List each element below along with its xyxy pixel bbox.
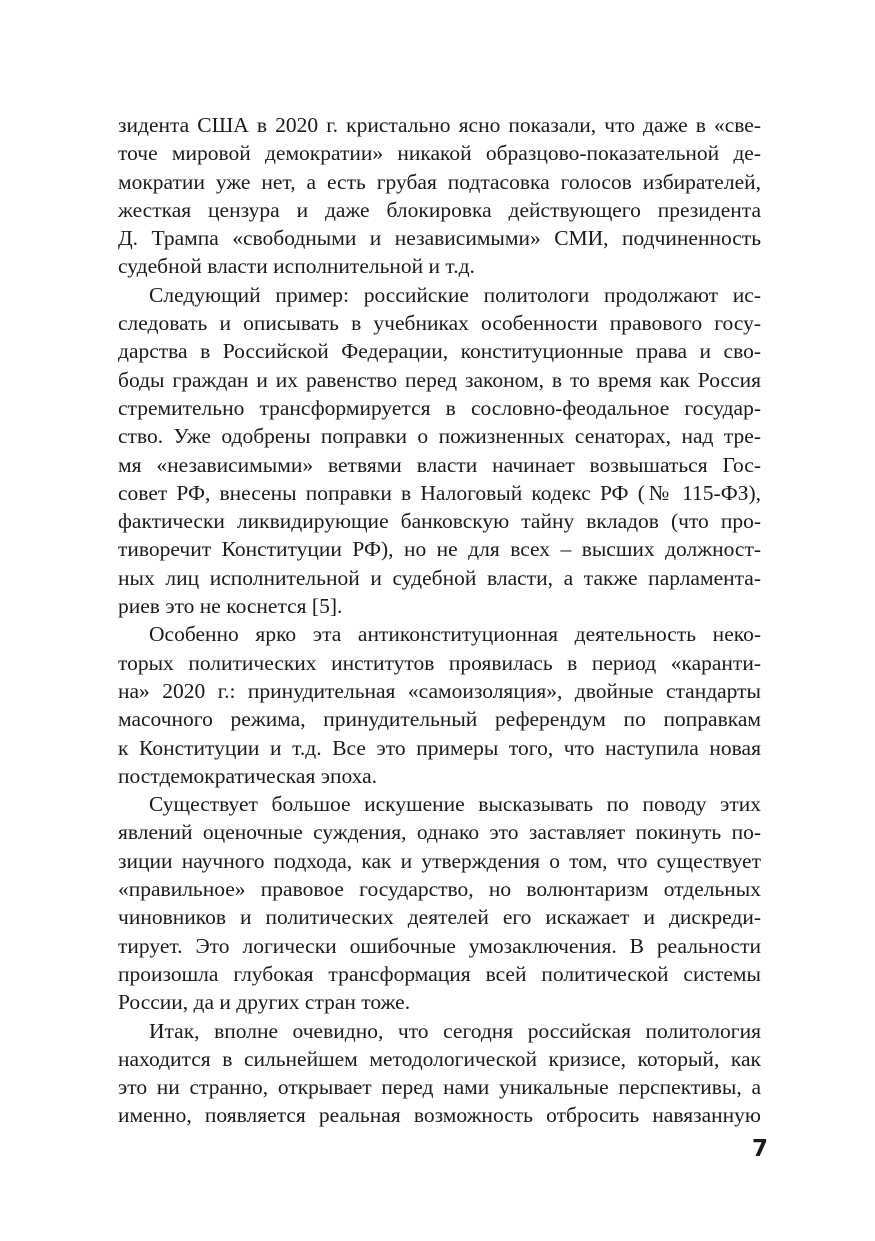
text-line: это ни странно, открывает перед нами уникальные перспективы, а xyxy=(118,1075,761,1100)
page-body xyxy=(118,111,761,1130)
text-line: Д. Трампа «свободными и независимыми» СМИ, подчиненность xyxy=(118,226,761,251)
text-line: торых политических институтов проявилась в период «каранти- xyxy=(118,650,761,675)
text-line: Существует большое искушение высказывать по поводу этих xyxy=(149,792,761,817)
text-line: дарства в Российской Федерации, конституционные права и сво- xyxy=(118,339,761,364)
text-line: Следующий пример: российские политологи продолжают ис- xyxy=(149,282,761,307)
text-line: ство. Уже одобрены поправки о пожизненных сенаторах, над тре- xyxy=(118,424,761,449)
text-line: риев это не коснется [5]. xyxy=(118,594,343,619)
page-number: 7 xyxy=(751,1136,768,1162)
text-line: чиновников и политических деятелей его искажает и дискреди- xyxy=(118,905,761,930)
text-line: зиции научного подхода, как и утверждения о том, что существует xyxy=(118,848,761,873)
text-line: мя «независимыми» ветвями власти начинает возвышаться Гос- xyxy=(118,452,761,477)
text-line: постдемократическая эпоха. xyxy=(118,763,378,788)
text-line: фактически ликвидирующие банковскую тайну вкладов (что про- xyxy=(118,509,761,534)
paragraph-1 xyxy=(118,111,761,281)
text-line: произошла глубокая трансформация всей политической системы xyxy=(118,961,761,986)
text-line: совет РФ, внесены поправки в Налоговый кодекс РФ (№ 115-ФЗ), xyxy=(118,480,761,505)
text-line: судебной власти исполнительной и т.д. xyxy=(118,254,475,279)
paragraph-4 xyxy=(118,790,761,1016)
text-line: России, да и других стран тоже. xyxy=(118,990,411,1015)
text-line: тиворечит Конституции РФ), но не для всех – высших должност- xyxy=(118,537,761,562)
text-line: следовать и описывать в учебниках особенности правового госу- xyxy=(118,311,761,336)
paragraph-5 xyxy=(118,1017,761,1130)
text-line: находится в сильнейшем методологической кризисе, который, как xyxy=(118,1046,761,1071)
text-line: «правильное» правовое государство, но волюнтаризм отдельных xyxy=(118,877,761,902)
text-line: жесткая цензура и даже блокировка действующего президента xyxy=(118,197,761,222)
text-line: масочного режима, принудительный референдум по поправкам xyxy=(118,707,761,732)
text-line: стремительно трансформируется в сословно-феодальное государ- xyxy=(118,395,761,420)
text-line: точе мировой демократии» никакой образцово-показательной де- xyxy=(118,141,761,166)
text-line: на» 2020 г.: принудительная «самоизоляция», двойные стандарты xyxy=(118,678,761,703)
text-line: явлений оценочные суждения, однако это заставляет покинуть по- xyxy=(118,820,761,845)
text-line: Итак, вполне очевидно, что сегодня российская политология xyxy=(149,1018,761,1043)
text-line: боды граждан и их равенство перед законом, в то время как Россия xyxy=(118,367,761,392)
text-line: тирует. Это логически ошибочные умозаключения. В реальности xyxy=(118,933,761,958)
paragraph-3 xyxy=(118,620,761,790)
text-line: зидента США в 2020 г. кристально ясно показали, что даже в «све- xyxy=(118,113,761,137)
text-line: к Конституции и т.д. Все это примеры того, что наступила новая xyxy=(118,735,761,760)
text-line: ных лиц исполнительной и судебной власти, а также парламента- xyxy=(118,565,761,590)
text-line: именно, появляется реальная возможность отбросить навязанную xyxy=(118,1103,761,1128)
text-line: Особенно ярко эта антиконституционная деятельность неко- xyxy=(149,622,761,647)
paragraph-2 xyxy=(118,281,761,621)
text-line: мократии уже нет, а есть грубая подтасовка голосов избирателей, xyxy=(118,169,761,194)
